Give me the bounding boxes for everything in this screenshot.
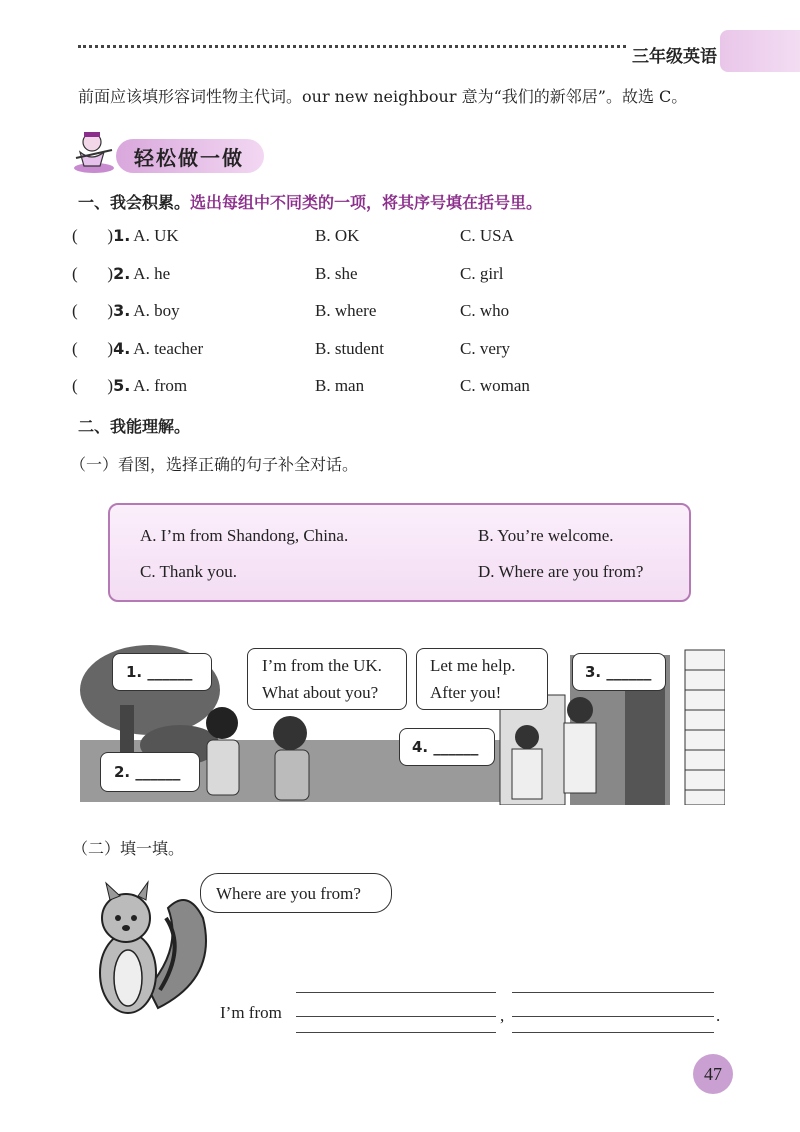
- header-dotted-rule: [78, 45, 626, 48]
- header-title: 三年级英语: [632, 47, 717, 67]
- option-b: B. student: [315, 339, 384, 358]
- section1-title: [78, 190, 542, 213]
- intro-line: 前面应该填形容词性物主代词。our new neighbour 意为“我们的新邻居”。故选 C。: [78, 87, 688, 106]
- option-d-text: D. Where are you from?: [478, 562, 644, 581]
- answer-bracket[interactable]: ( ): [72, 376, 114, 395]
- option-c: C. USA: [460, 226, 514, 245]
- help-line-1: Let me help.: [430, 656, 516, 675]
- page-number: 47: [693, 1054, 733, 1094]
- option-b: B. where: [315, 301, 377, 320]
- option-a: A. teacher: [133, 339, 204, 358]
- mascot-icon: [70, 128, 118, 178]
- write-line[interactable]: [296, 1032, 496, 1033]
- option-b: B. she: [315, 264, 358, 283]
- help-line-2: After you!: [430, 683, 502, 702]
- answer-bracket[interactable]: ( ): [72, 264, 114, 283]
- question-number: 5.: [113, 376, 131, 395]
- option-b-text: B. You’re welcome.: [478, 526, 614, 545]
- blank-4[interactable]: 4. ______: [412, 738, 479, 756]
- option-c: C. very: [460, 339, 511, 358]
- girl-line-2: What about you?: [262, 683, 379, 702]
- period: .: [716, 1006, 721, 1025]
- answer-bracket[interactable]: ( ): [72, 226, 114, 245]
- squirrel-question: Where are you from?: [216, 884, 361, 903]
- answer-prefix: I’m from: [220, 1003, 282, 1022]
- question-row: [72, 226, 179, 246]
- option-b: B. OK: [315, 226, 360, 245]
- question-number: 4.: [113, 339, 131, 358]
- blank-1[interactable]: 1. ______: [126, 663, 193, 681]
- write-line[interactable]: [296, 1016, 496, 1017]
- section-banner: 轻松做一做: [116, 139, 264, 173]
- blank-3[interactable]: 3. ______: [585, 663, 652, 681]
- header-tab: [720, 30, 800, 72]
- question-row: [72, 264, 170, 284]
- girl-line-1: I’m from the UK.: [262, 656, 382, 675]
- option-a: A. UK: [133, 226, 179, 245]
- question-row: [72, 376, 187, 396]
- question-row: [72, 301, 180, 321]
- write-line[interactable]: [512, 1032, 714, 1033]
- option-c: C. woman: [460, 376, 530, 395]
- section1-title-prefix: 一、我会积累。: [78, 193, 191, 212]
- part1-title: （一）看图，选择正确的句子补全对话。: [70, 455, 359, 474]
- section1-title-main: 选出每组中不同类的一项，将其序号填在括号里。: [190, 193, 543, 212]
- option-c: C. girl: [460, 264, 504, 283]
- comma: ,: [500, 1006, 505, 1025]
- question-number: 1.: [113, 226, 131, 245]
- question-row: [72, 339, 203, 359]
- option-c-text: C. Thank you.: [140, 562, 237, 581]
- write-line[interactable]: [296, 992, 496, 993]
- part2-title: （二）填一填。: [72, 839, 185, 858]
- option-a: A. boy: [133, 301, 180, 320]
- question-number: 2.: [113, 264, 131, 283]
- write-line[interactable]: [512, 992, 714, 993]
- answer-bracket[interactable]: ( ): [72, 339, 114, 358]
- options-box: [108, 503, 691, 602]
- write-line[interactable]: [512, 1016, 714, 1017]
- question-number: 3.: [113, 301, 131, 320]
- option-a: A. from: [133, 376, 188, 395]
- section2-title: 二、我能理解。: [78, 417, 191, 436]
- squirrel-icon: [88, 878, 218, 1028]
- answer-bracket[interactable]: ( ): [72, 301, 114, 320]
- option-b: B. man: [315, 376, 365, 395]
- option-a: A. he: [133, 264, 171, 283]
- option-c: C. who: [460, 301, 510, 320]
- option-a-text: A. I’m from Shandong, China.: [140, 526, 349, 545]
- blank-2[interactable]: 2. ______: [114, 763, 181, 781]
